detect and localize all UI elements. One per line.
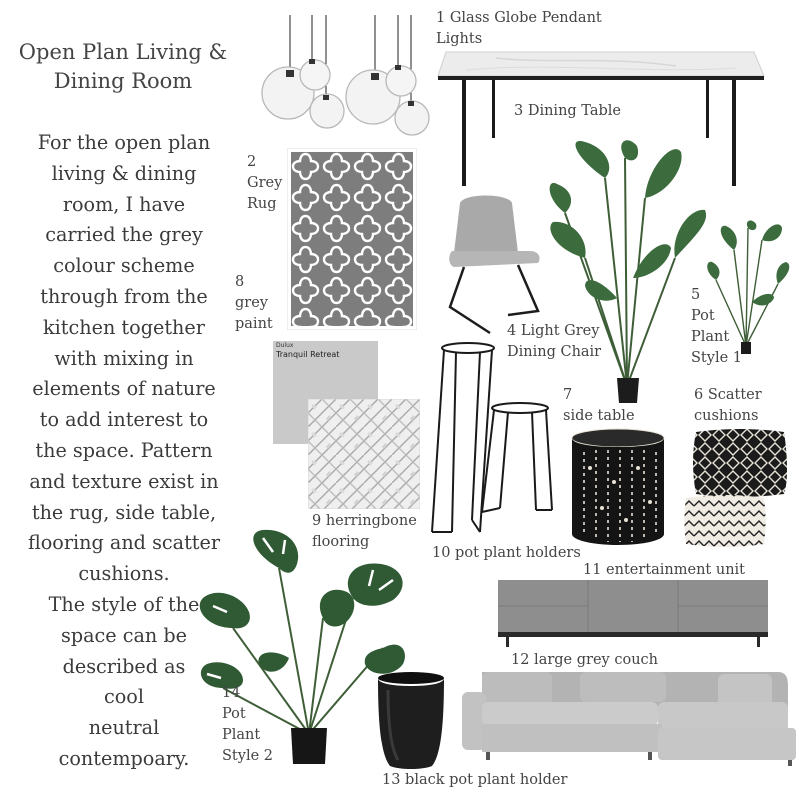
board-title-line: Open Plan Living &	[18, 40, 228, 64]
paint-label	[235, 272, 273, 335]
label-line: cushions	[694, 408, 759, 424]
scatter-cushions-label	[694, 385, 762, 427]
label-line: Dining Chair	[507, 344, 602, 360]
description-line: the space. Pattern	[35, 438, 213, 462]
label-line: Style 1	[691, 350, 743, 366]
grey-rug-image	[287, 148, 417, 330]
description-line: described as	[62, 654, 186, 678]
label-line: Pot	[222, 706, 246, 722]
description-line: For the open plan	[37, 131, 211, 154]
board-title	[10, 38, 236, 96]
pot-plant-style-2-label	[222, 683, 273, 767]
scatter-cushions-image	[684, 428, 790, 548]
label-line: 6 Scatter	[694, 387, 762, 403]
description-line: space can be	[60, 623, 188, 647]
label-line: 9 herringbone	[312, 513, 417, 529]
swatch-name: Tranquil Retreat	[276, 350, 340, 359]
label-line: 7	[563, 387, 573, 403]
pot-plant-style-1-label	[691, 285, 742, 369]
description-line: living & dining	[51, 161, 197, 185]
entertainment-unit-label: 11 entertainment unit	[583, 562, 746, 578]
description-line: room, I have	[62, 192, 186, 216]
description-line: The style of the	[48, 592, 200, 616]
pot-plant-holders-label: 10 pot plant holders	[432, 545, 581, 561]
dining-chair-image	[446, 195, 550, 335]
tall-pot-plant-image	[545, 138, 710, 403]
label-line: grey	[235, 295, 268, 311]
label-line: 1 Glass Globe Pendant	[436, 10, 602, 26]
entertainment-unit-image	[498, 580, 768, 648]
label-line: Lights	[436, 31, 483, 47]
description-line: with mixing in	[54, 346, 194, 370]
label-line: side table	[563, 408, 635, 424]
description-line: the rug, side table,	[31, 500, 217, 524]
rug-label	[247, 152, 282, 215]
label-line: 5	[691, 287, 701, 303]
description-line: through from the	[40, 284, 208, 308]
label-line: Plant	[222, 727, 261, 743]
pendant-lights-image	[255, 15, 435, 140]
label-line: Rug	[247, 196, 277, 212]
description-line: contempoary.	[58, 746, 190, 770]
side-table-image	[570, 428, 666, 546]
label-line: 14	[222, 685, 241, 701]
description-line: neutral	[88, 716, 160, 740]
board-title-line: Dining Room	[53, 69, 193, 93]
description-line: flooring and scatter	[27, 531, 221, 555]
label-line: 8	[235, 274, 245, 290]
description-line: and texture exist in	[29, 469, 219, 493]
pendant-lights-label	[436, 8, 602, 50]
description-line: kitchen together	[43, 315, 205, 339]
label-line: Plant	[691, 329, 730, 345]
description-line: carried the grey	[45, 223, 203, 247]
side-table-label	[563, 385, 635, 427]
label-line: Pot	[691, 308, 715, 324]
label-line: Style 2	[222, 748, 274, 764]
description-line: cool	[104, 685, 144, 709]
label-line: flooring	[312, 534, 370, 550]
pot-plant-holders-image	[428, 340, 558, 538]
description-line: elements of nature	[32, 377, 216, 401]
description-line: colour scheme	[53, 254, 195, 278]
label-line: Grey	[247, 175, 283, 191]
description-line: to add interest to	[39, 408, 209, 432]
label-line: paint	[235, 316, 273, 332]
black-pot-plant-holder-image	[376, 670, 446, 770]
black-pot-label: 13 black pot plant holder	[382, 772, 568, 788]
label-line: 2	[247, 154, 257, 170]
description-line: cushions.	[78, 562, 170, 586]
herringbone-flooring-image	[308, 399, 420, 509]
couch-label: 12 large grey couch	[511, 652, 658, 668]
label-line: 4 Light Grey	[507, 323, 600, 339]
large-grey-couch-image	[462, 668, 796, 768]
swatch-brand: Dulux	[276, 342, 294, 349]
dining-table-label: 3 Dining Table	[514, 103, 621, 119]
